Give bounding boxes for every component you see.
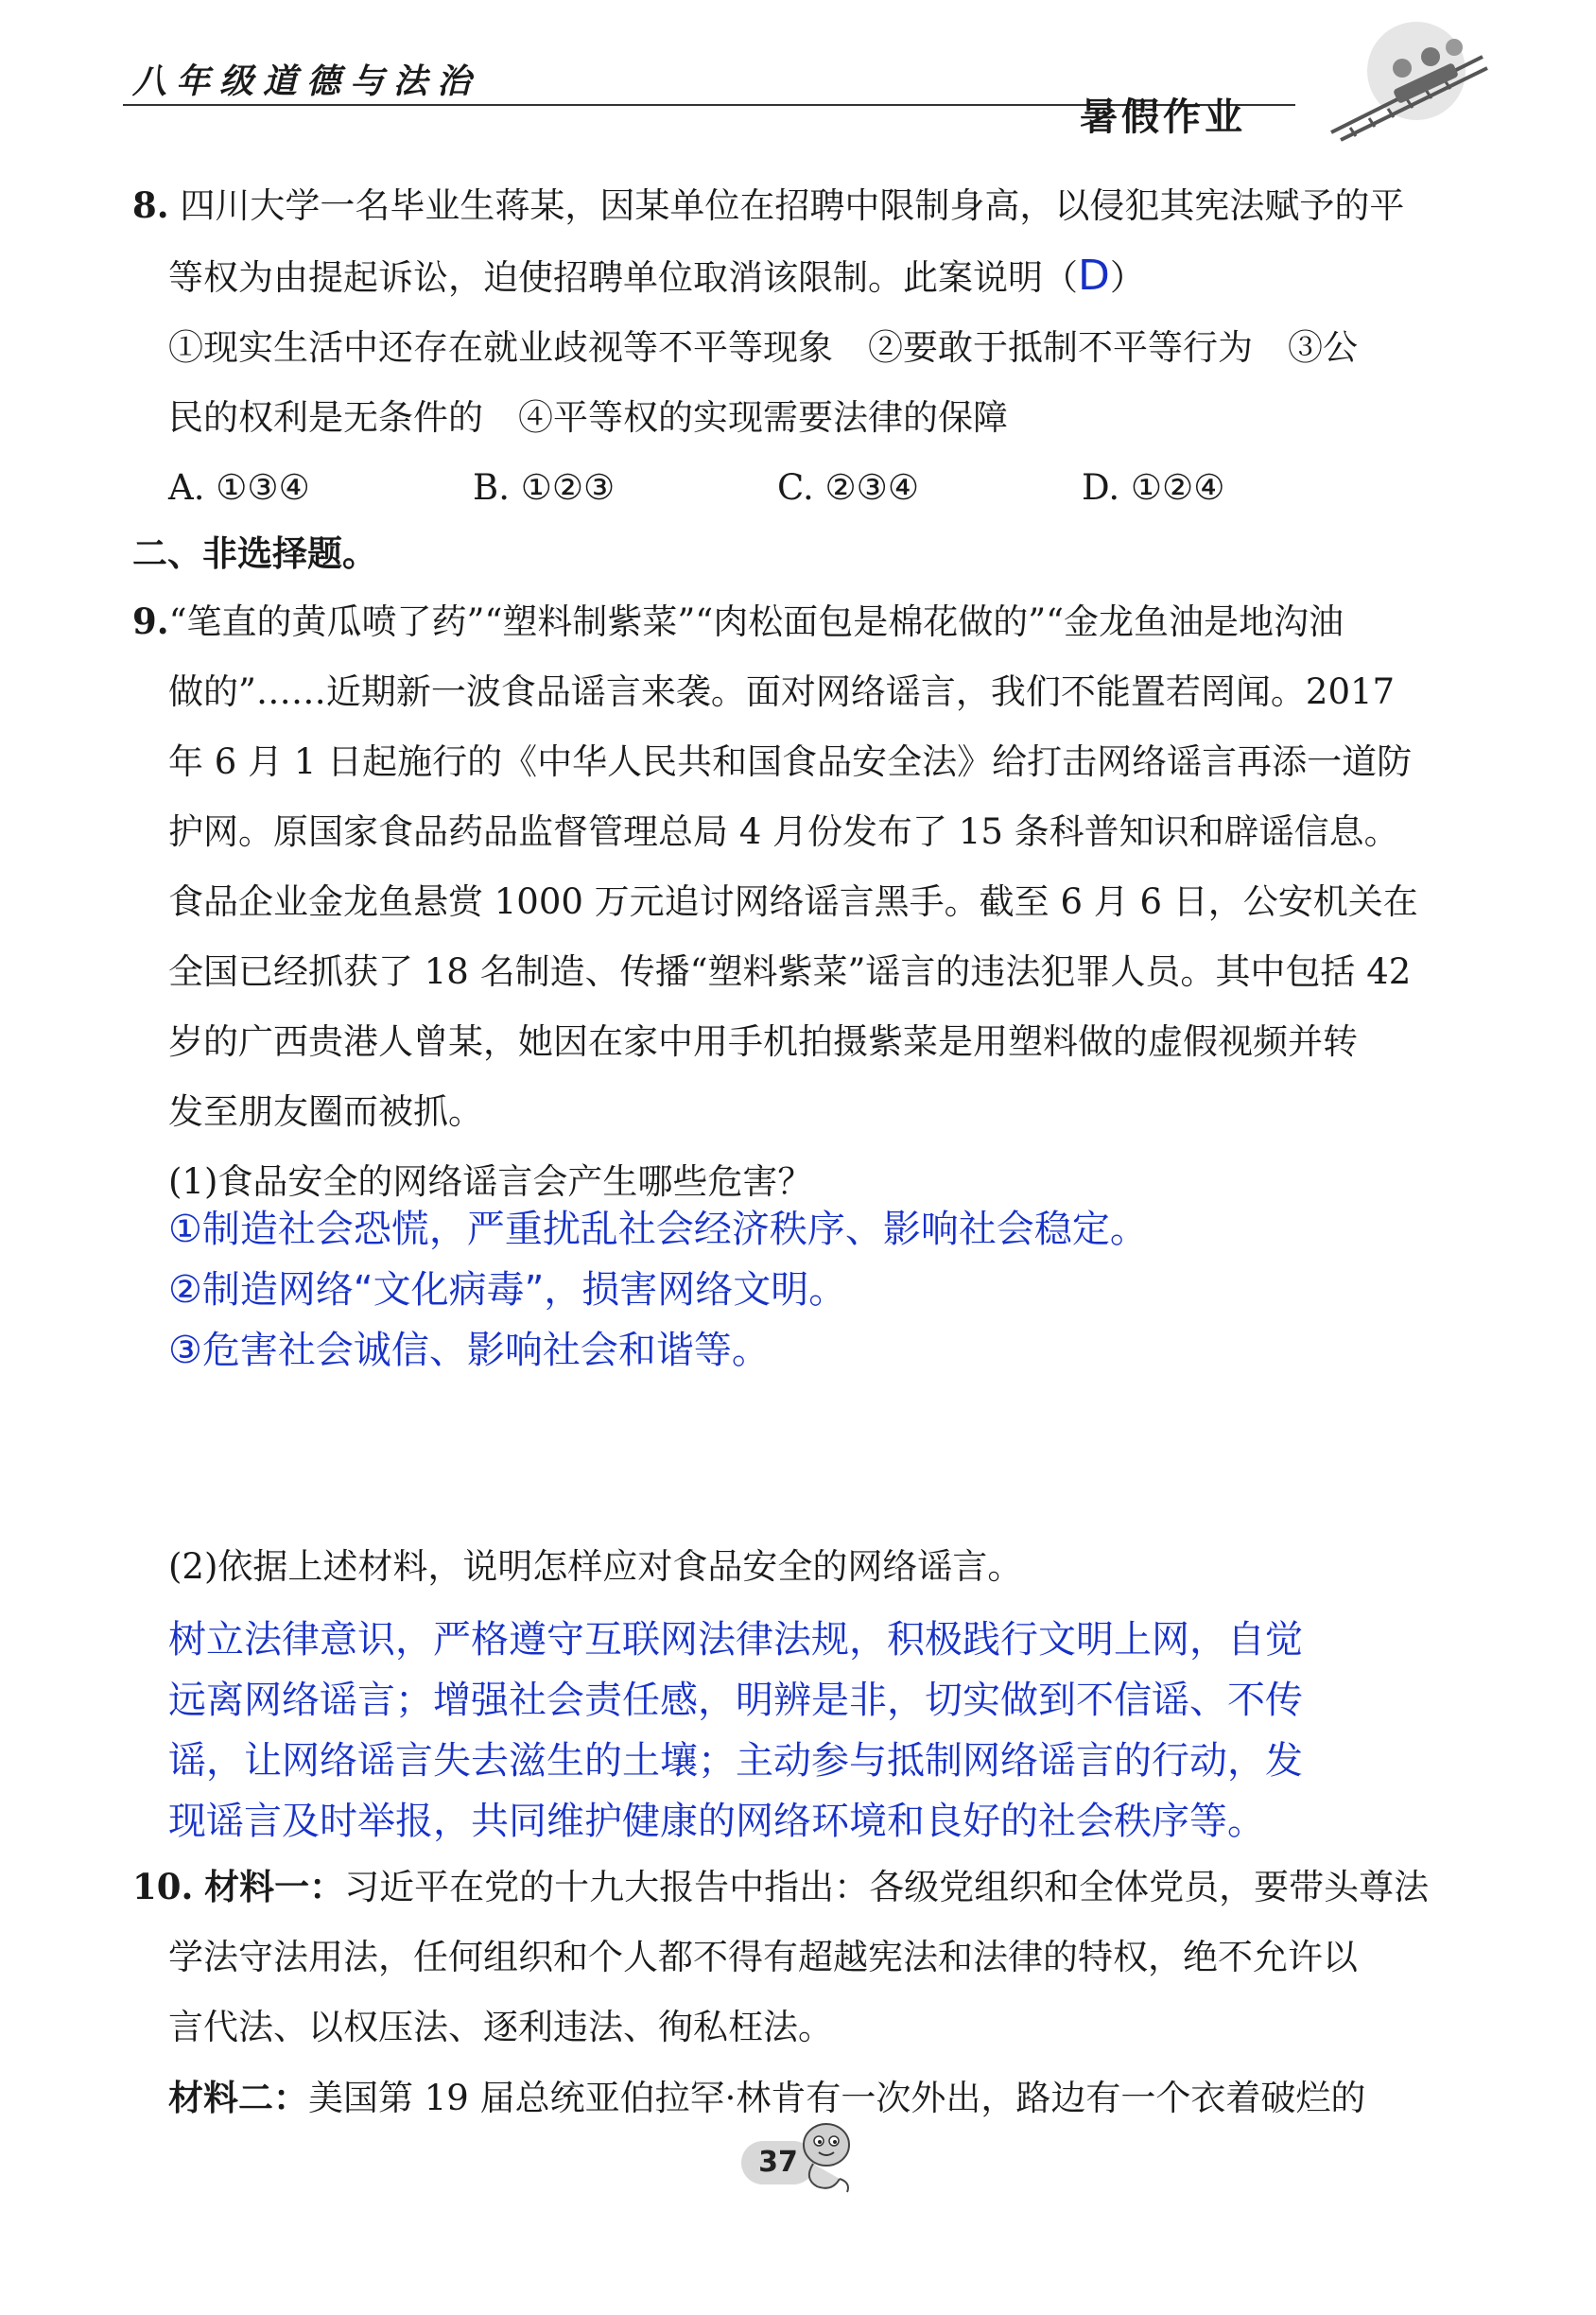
q9-number: 9.	[132, 601, 169, 642]
q9-sub2-answer-line: 现谣言及时举报，共同维护健康的网络环境和良好的社会秩序等。	[168, 1800, 1265, 1843]
q9-sub1-question: (1)食品安全的网络谣言会产生哪些危害？	[168, 1161, 813, 1202]
question-10	[132, 1852, 1503, 2133]
question-8	[132, 170, 1503, 523]
q9-material-line: 食品企业金龙鱼悬赏 1000 万元追讨网络谣言黑手。截至 6 月 6 日，公安机关在	[168, 881, 1418, 922]
mascot-icon	[785, 2116, 860, 2196]
q10-number: 10.	[132, 1866, 194, 1907]
header-subject: 八年级道德与法治	[132, 61, 481, 101]
header-decoration-illustration	[1303, 19, 1492, 142]
q9-sub2-answers	[168, 1610, 1530, 1852]
q10-material-2-label: 材料二：	[168, 2077, 308, 2118]
q8-stem-paren: ）	[1109, 257, 1145, 298]
q8-statements-line1: ①现实生活中还存在就业歧视等不平等现象 ②要敢于抵制不平等行为 ③公	[168, 327, 1358, 368]
q9-sub1-answer-line: ③危害社会诚信、影响社会和谐等。	[168, 1329, 770, 1372]
q8-options	[132, 453, 1503, 523]
q8-number: 8.	[132, 184, 169, 226]
q9-material-line: 岁的广西贵港人曾某，她因在家中用手机拍摄紫菜是用塑料做的虚假视频并转	[168, 1021, 1358, 1062]
q9-sub2-answer-line: 远离网络谣言；增强社会责任感，明辨是非，切实做到不信谣、不传	[168, 1679, 1303, 1722]
q9-sub1-answers	[168, 1199, 1511, 1381]
q9-material-line: “笔直的黄瓜喷了药”“塑料制紫菜”“肉松面包是棉花做的”“金龙鱼油是地沟油	[168, 601, 1344, 642]
q8-option-c: C. ②③④	[777, 467, 920, 508]
q9-material-line: 发至朋友圈而被抓。	[168, 1091, 483, 1132]
page-number: 37	[741, 2141, 815, 2184]
q9-sub2-question: (2)依据上述材料，说明怎样应对食品安全的网络谣言。	[168, 1546, 1023, 1587]
q8-option-b: B. ①②③	[473, 467, 616, 508]
q8-statements-line2: 民的权利是无条件的 ④平等权的实现需要法律的保障	[168, 397, 1008, 438]
question-9	[132, 586, 1503, 1217]
q10-material-1-line: 言代法、以权压法、逐利违法、徇私枉法。	[168, 2007, 833, 2047]
q8-answer: D	[1078, 252, 1110, 300]
q8-stem-line1: 四川大学一名毕业生蒋某，因某单位在招聘中限制身高，以侵犯其宪法赋予的平	[180, 185, 1405, 226]
q8-stem-line2: 等权为由提起诉讼，迫使招聘单位取消该限制。此案说明（	[168, 257, 1078, 298]
q8-option-d: D. ①②④	[1082, 467, 1225, 508]
q9-sub2-answer-line: 树立法律意识，严格遵守互联网法律法规，积极践行文明上网，自觉	[168, 1618, 1303, 1662]
header-series: 暑假作业	[1080, 95, 1246, 139]
q9-material-line: 做的”……近期新一波食品谣言来袭。面对网络谣言，我们不能置若罔闻。2017	[168, 671, 1396, 712]
section-2-title: 二、非选择题。	[132, 532, 377, 574]
q9-material-line: 年 6 月 1 日起施行的《中华人民共和国食品安全法》给打击网络谣言再添一道防	[168, 741, 1413, 782]
q9-sub1-answer-line: ②制造网络“文化病毒”，损害网络文明。	[168, 1268, 847, 1312]
q9-material-line: 全国已经抓获了 18 名制造、传播“塑料紫菜”谣言的违法犯罪人员。其中包括 42	[168, 951, 1412, 992]
q10-material-2-line: 美国第 19 届总统亚伯拉罕·林肯有一次外出，路边有一个衣着破烂的	[308, 2078, 1366, 2118]
q8-option-a: A. ①③④	[168, 467, 310, 508]
q10-material-1-line: 学法守法用法，任何组织和个人都不得有超越宪法和法律的特权，绝不允许以	[168, 1937, 1358, 1977]
q9-sub1-answer-line: ①制造社会恐慌，严重扰乱社会经济秩序、影响社会稳定。	[168, 1208, 1148, 1251]
q9-sub2-answer-line: 谣，让网络谣言失去滋生的土壤；主动参与抵制网络谣言的行动，发	[168, 1739, 1303, 1783]
q10-material-1-line: 习近平在党的十九大报告中指出：各级党组织和全体党员，要带头尊法	[344, 1867, 1430, 1907]
q10-material-1-label: 材料一：	[204, 1866, 345, 1907]
q9-material-line: 护网。原国家食品药品监督管理总局 4 月份发布了 15 条科普知识和辟谣信息。	[168, 811, 1399, 852]
